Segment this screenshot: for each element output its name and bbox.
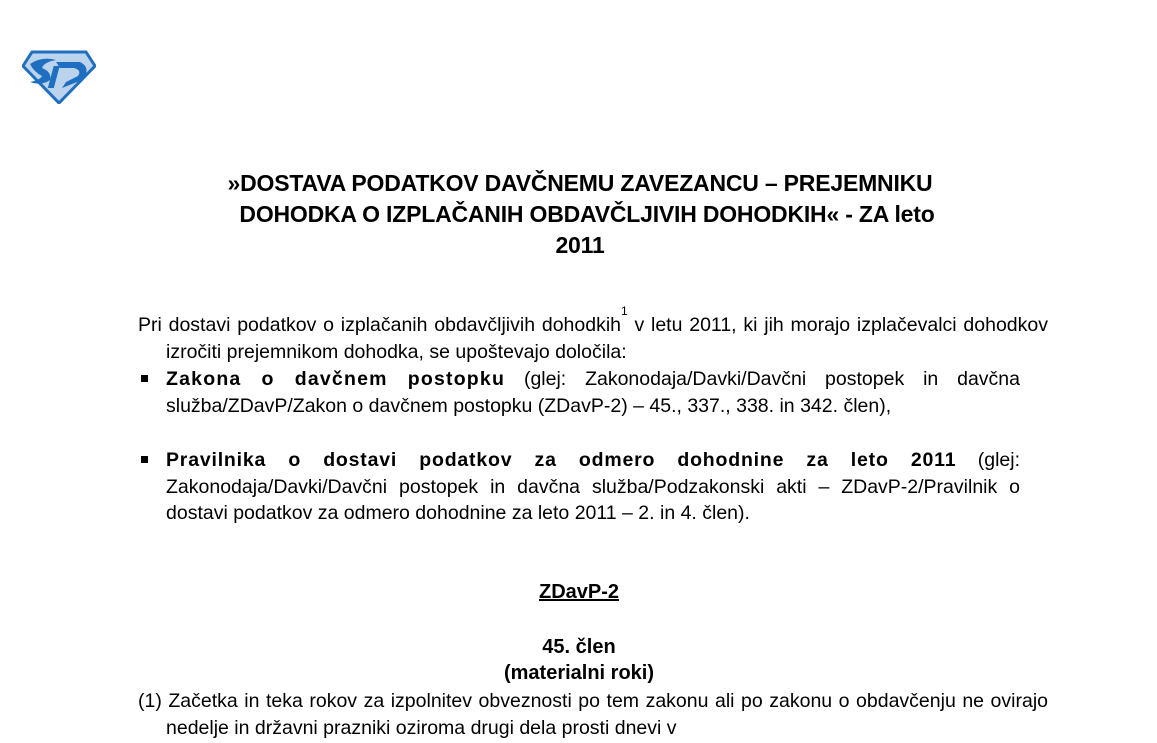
intro-paragraph [138, 304, 1048, 365]
sd-shield-logo-icon [22, 50, 96, 104]
intro-text-continued: v letu 2011, ki jih morajo izplačevalci dohodkov izročiti prejemnikom dohodka, se upoštevajo določila: [166, 314, 1048, 363]
bullet-text: (glej: Zakonodaja/Davki/Davčni postopek in davčna služba/ZDavP/Zakon o davčnem postopku (ZDavP-2) – 45., 337., 338. in 342. člen), [166, 368, 1020, 417]
bullet-bold-text: Pravilnika o dostavi podatkov za odmero dohodnine za leto 2011 [166, 449, 957, 471]
section-heading: ZDavP-2 [538, 581, 620, 603]
bullet-item [138, 447, 1020, 527]
document-title [140, 168, 1020, 261]
bullet-bold-text: Zakona o davčnem postopku [166, 368, 506, 390]
title-line-3: 2011 [555, 232, 605, 258]
article-number: 45. člen [542, 636, 616, 658]
article-paragraph: (1) Začetka in teka rokov za izpolnitev obveznosti po tem zakonu ali po zakonu o obdavčenju ne ovirajo nedelje in državni prazniki oziroma drugi dela prosti dnevi v [138, 690, 1048, 739]
bullet-square-icon [141, 456, 148, 463]
bullet-square-icon [141, 375, 148, 382]
intro-text: Pri dostavi podatkov o izplačanih obdavčljivih dohodkih [138, 314, 621, 336]
bullet-item [138, 366, 1020, 419]
footnote-reference[interactable]: 1 [621, 304, 628, 318]
title-line-1: »DOSTAVA PODATKOV DAVČNEMU ZAVEZANCU – PREJEMNIKU [227, 170, 933, 196]
bullet-text: (glej: Zakonodaja/Davki/Davčni postopek in davčna služba/Podzakonski akti – ZDavP-2/Pravilnik o dostavi podatkov za odmero dohodnine za leto 2011 – 2. in 4. člen). [166, 449, 1020, 524]
title-line-2: DOHODKA O IZPLAČANIH OBDAVČLJIVIH DOHODKIH« - ZA leto [239, 201, 935, 227]
company-logo [22, 50, 96, 104]
article-title: (materialni roki) [503, 662, 655, 684]
